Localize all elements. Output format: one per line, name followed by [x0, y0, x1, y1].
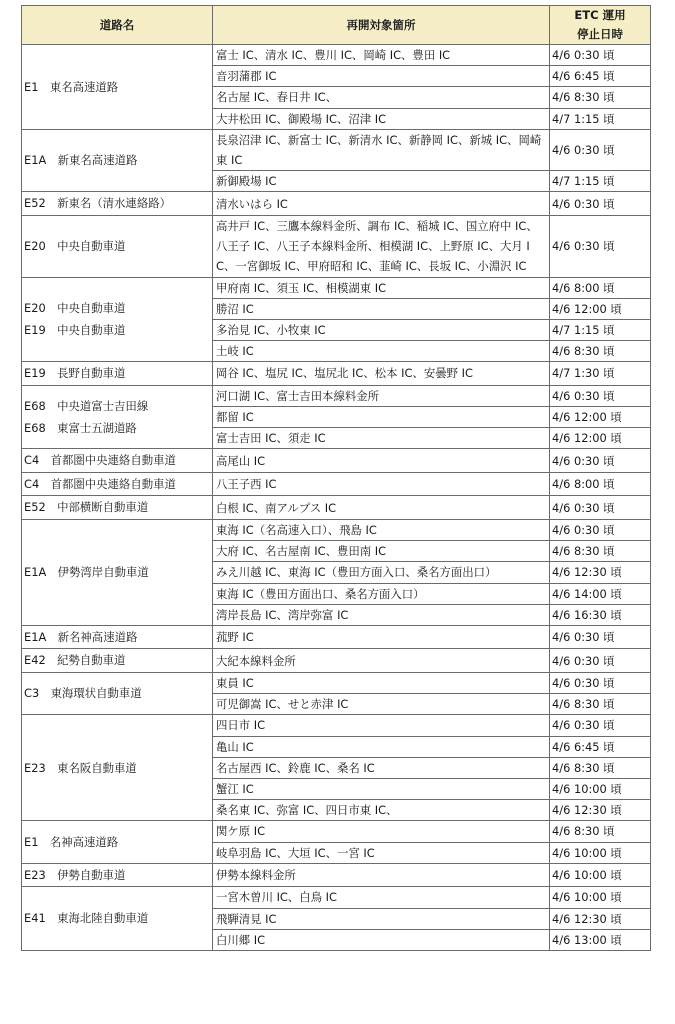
road-name-cell	[22, 863, 213, 887]
etc-stop-time: 4/6 12:00 頃	[550, 298, 651, 319]
etc-stop-time: 4/7 1:15 頃	[550, 319, 651, 340]
etc-stop-time: 4/6 16:30 頃	[550, 604, 651, 625]
reopen-location: 勝沼 IC	[213, 298, 550, 319]
reopen-location: 関ケ原 IC	[213, 821, 550, 842]
reopen-location: 土岐 IC	[213, 341, 550, 362]
table-row	[22, 887, 651, 908]
road-name: E20 中央自動車道	[24, 238, 126, 253]
etc-stop-time: 4/6 8:00 頃	[550, 472, 651, 496]
table-row	[22, 129, 651, 170]
etc-stop-time: 4/6 10:00 頃	[550, 778, 651, 799]
road-name: E1 名神高速道路	[24, 834, 119, 849]
road-name: C4 首都圏中央連絡自動車道	[24, 453, 176, 468]
table-row	[22, 362, 651, 386]
etc-stop-time: 4/6 13:00 頃	[550, 929, 651, 950]
header-schedule-line1: ETC 運用	[574, 8, 626, 22]
reopen-location: 音羽蒲郡 IC	[213, 66, 550, 87]
road-name-cell	[22, 362, 213, 386]
etc-stop-time: 4/6 0:30 頃	[550, 129, 651, 170]
table-row	[22, 385, 651, 406]
etc-stop-time: 4/6 0:30 頃	[550, 649, 651, 673]
road-name: E1A 新東名高速道路	[24, 153, 138, 168]
road-name-cell	[22, 45, 213, 130]
road-name-cell	[22, 519, 213, 625]
table-row	[22, 821, 651, 842]
road-name-cell	[22, 215, 213, 277]
etc-stop-time: 4/6 0:30 頃	[550, 449, 651, 473]
etc-stop-time: 4/6 14:00 頃	[550, 583, 651, 604]
road-name: E68 東富士五湖道路	[24, 421, 137, 436]
etc-stop-time: 4/6 0:30 頃	[550, 715, 651, 736]
reopen-location: 甲府南 IC、須玉 IC、相模湖東 IC	[213, 277, 550, 298]
table-row	[22, 672, 651, 693]
table-body	[22, 45, 651, 951]
road-name: E52 中部横断自動車道	[24, 500, 149, 515]
reopen-location: 多治見 IC、小牧東 IC	[213, 319, 550, 340]
road-name-cell	[22, 649, 213, 673]
etc-stop-time: 4/6 0:30 頃	[550, 625, 651, 649]
table-row	[22, 519, 651, 540]
reopen-location: 河口湖 IC、富士吉田本線料金所	[213, 385, 550, 406]
etc-stop-time: 4/6 0:30 頃	[550, 496, 651, 520]
table-row	[22, 45, 651, 66]
reopen-location: 一宮木曽川 IC、白鳥 IC	[213, 887, 550, 908]
table-row	[22, 277, 651, 298]
etc-stop-time: 4/6 12:30 頃	[550, 562, 651, 583]
road-name: E1A 伊勢湾岸自動車道	[24, 565, 149, 580]
etc-stop-time: 4/6 6:45 頃	[550, 736, 651, 757]
etc-stop-time: 4/6 6:45 頃	[550, 66, 651, 87]
reopen-location: 亀山 IC	[213, 736, 550, 757]
etc-stop-time: 4/6 8:30 頃	[550, 87, 651, 108]
road-name-cell	[22, 385, 213, 449]
reopen-location: 富士吉田 IC、須走 IC	[213, 428, 550, 449]
road-name: E52 新東名（清水連絡路）	[24, 196, 171, 211]
table-row	[22, 449, 651, 473]
table-row	[22, 215, 651, 277]
etc-stop-time: 4/6 0:30 頃	[550, 385, 651, 406]
reopen-location: 飛騨清見 IC	[213, 908, 550, 929]
road-name: E1A 新名神高速道路	[24, 629, 138, 644]
etc-stop-time: 4/6 12:00 頃	[550, 428, 651, 449]
reopen-location: 清水いはら IC	[213, 192, 550, 216]
table-row	[22, 472, 651, 496]
reopen-location: 桑名東 IC、弥富 IC、四日市東 IC、	[213, 800, 550, 821]
table-row	[22, 863, 651, 887]
etc-stop-time: 4/6 0:30 頃	[550, 192, 651, 216]
table-row	[22, 715, 651, 736]
road-name-cell	[22, 887, 213, 951]
etc-stop-time: 4/6 8:30 頃	[550, 341, 651, 362]
etc-stop-time: 4/6 0:30 頃	[550, 215, 651, 277]
etc-stop-time: 4/7 1:15 頃	[550, 171, 651, 192]
road-name-cell	[22, 715, 213, 821]
road-name: E23 東名阪自動車道	[24, 760, 137, 775]
road-name: E68 中央道富士吉田線	[24, 398, 149, 413]
road-name: E42 紀勢自動車道	[24, 653, 126, 668]
road-name: E41 東海北陸自動車道	[24, 911, 149, 926]
reopen-location: 白川郷 IC	[213, 929, 550, 950]
road-name: C4 首都圏中央連絡自動車道	[24, 476, 176, 491]
etc-stop-time: 4/6 12:00 頃	[550, 407, 651, 428]
etc-stop-time: 4/6 12:30 頃	[550, 908, 651, 929]
road-name-cell	[22, 192, 213, 216]
road-name-cell	[22, 277, 213, 362]
reopen-location: 名古屋 IC、春日井 IC、	[213, 87, 550, 108]
etc-stop-time: 4/6 0:30 頃	[550, 519, 651, 540]
road-name-cell	[22, 449, 213, 473]
header-schedule-line2: 停止日時	[577, 27, 623, 41]
etc-stop-time: 4/6 10:00 頃	[550, 842, 651, 863]
road-name: E23 伊勢自動車道	[24, 867, 126, 882]
reopen-location: 名古屋西 IC、鈴鹿 IC、桑名 IC	[213, 757, 550, 778]
reopen-location: 東海 IC（豊田方面出口、桑名方面入口）	[213, 583, 550, 604]
reopen-location: 菰野 IC	[213, 625, 550, 649]
road-name-cell	[22, 129, 213, 192]
reopen-location: 白根 IC、南アルプス IC	[213, 496, 550, 520]
reopen-location: 高尾山 IC	[213, 449, 550, 473]
etc-stop-time: 4/6 12:30 頃	[550, 800, 651, 821]
reopen-location: みえ川越 IC、東海 IC（豊田方面入口、桑名方面出口）	[213, 562, 550, 583]
etc-stop-time: 4/6 10:00 頃	[550, 863, 651, 887]
road-name-cell	[22, 496, 213, 520]
reopen-location: 新御殿場 IC	[213, 171, 550, 192]
etc-stop-time: 4/6 8:30 頃	[550, 757, 651, 778]
road-name-cell	[22, 672, 213, 714]
header-schedule	[550, 6, 651, 45]
etc-stop-time: 4/6 8:30 頃	[550, 541, 651, 562]
etc-stop-time: 4/6 8:30 頃	[550, 821, 651, 842]
road-name: C3 東海環状自動車道	[24, 686, 142, 701]
table-row	[22, 496, 651, 520]
etc-stop-time: 4/7 1:30 頃	[550, 362, 651, 386]
reopen-location: 蟹江 IC	[213, 778, 550, 799]
reopen-location: 四日市 IC	[213, 715, 550, 736]
road-name-cell	[22, 625, 213, 649]
etc-stop-time: 4/6 0:30 頃	[550, 45, 651, 66]
reopen-location: 東海 IC（名高速入口）、飛島 IC	[213, 519, 550, 540]
reopen-location: 大紀本線料金所	[213, 649, 550, 673]
table-row	[22, 192, 651, 216]
road-name: E20 中央自動車道	[24, 300, 126, 315]
road-name-cell	[22, 821, 213, 863]
reopen-location: 八王子西 IC	[213, 472, 550, 496]
reopen-location: 大井松田 IC、御殿場 IC、沼津 IC	[213, 108, 550, 129]
reopen-location: 湾岸長島 IC、湾岸弥富 IC	[213, 604, 550, 625]
etc-schedule-table	[21, 5, 651, 951]
header-location: 再開対象箇所	[213, 6, 550, 45]
table-row	[22, 625, 651, 649]
etc-stop-time: 4/6 8:30 頃	[550, 694, 651, 715]
etc-stop-time: 4/6 0:30 頃	[550, 672, 651, 693]
reopen-location: 東員 IC	[213, 672, 550, 693]
etc-stop-time: 4/6 8:00 頃	[550, 277, 651, 298]
road-name: E19 長野自動車道	[24, 366, 126, 381]
header-row	[22, 6, 651, 45]
reopen-location: 富士 IC、清水 IC、豊川 IC、岡崎 IC、豊田 IC	[213, 45, 550, 66]
header-road: 道路名	[22, 6, 213, 45]
reopen-location: 岡谷 IC、塩尻 IC、塩尻北 IC、松本 IC、安曇野 IC	[213, 362, 550, 386]
etc-stop-time: 4/7 1:15 頃	[550, 108, 651, 129]
reopen-location: 岐阜羽島 IC、大垣 IC、一宮 IC	[213, 842, 550, 863]
etc-stop-time: 4/6 10:00 頃	[550, 887, 651, 908]
reopen-location: 長泉沼津 IC、新富士 IC、新清水 IC、新静岡 IC、新城 IC、岡崎東 IC	[213, 129, 550, 170]
reopen-location: 大府 IC、名古屋南 IC、豊田南 IC	[213, 541, 550, 562]
reopen-location: 伊勢本線料金所	[213, 863, 550, 887]
road-name-cell	[22, 472, 213, 496]
reopen-location: 都留 IC	[213, 407, 550, 428]
road-name: E1 東名高速道路	[24, 79, 119, 94]
reopen-location: 可児御嵩 IC、せと赤津 IC	[213, 694, 550, 715]
reopen-location: 高井戸 IC、三鷹本線料金所、調布 IC、稲城 IC、国立府中 IC、八王子 IC、八王子本線料金所、相模湖 IC、上野原 IC、大月 IC、一宮御坂 IC、甲府昭和 IC、韮崎 IC、長坂 IC、小淵沢 IC	[213, 215, 550, 277]
road-name: E19 中央自動車道	[24, 323, 126, 338]
table-row	[22, 649, 651, 673]
